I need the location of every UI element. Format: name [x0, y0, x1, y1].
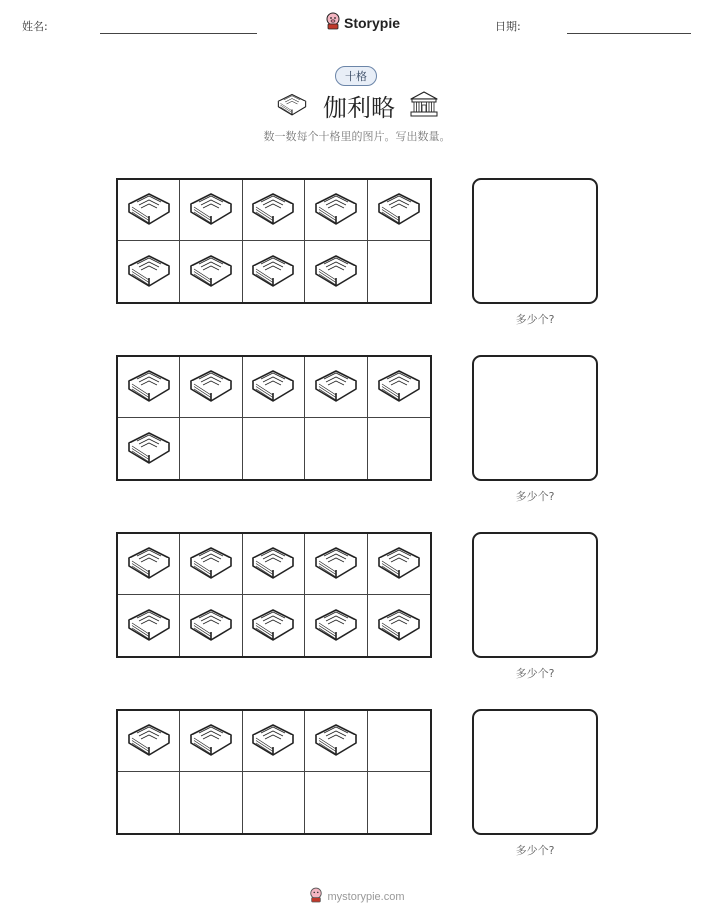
- ten-frame-cell: [243, 241, 305, 302]
- ten-frame: [116, 178, 432, 304]
- building-icon: [409, 90, 439, 122]
- book-icon: [249, 602, 297, 650]
- ten-frame-cell: [118, 180, 180, 241]
- ten-frame: [116, 709, 432, 835]
- book-icon: [312, 248, 360, 296]
- book-icon: [375, 540, 423, 588]
- ten-frame-cell: [118, 357, 180, 418]
- book-icon: [187, 717, 235, 765]
- ten-frame-cell: [368, 180, 430, 241]
- book-icon: [249, 186, 297, 234]
- book-icon: [125, 717, 173, 765]
- book-icon: [187, 363, 235, 411]
- ten-frame-cell: [118, 595, 180, 656]
- ten-frame-cell: [180, 711, 242, 772]
- footer-url[interactable]: mystorypie.com: [327, 891, 405, 903]
- book-icon: [249, 540, 297, 588]
- answer-label: 多少个?: [515, 844, 555, 857]
- ten-frame-cell: [368, 595, 430, 656]
- book-icon: [187, 248, 235, 296]
- book-icon: [312, 602, 360, 650]
- ten-frame-cell: [243, 357, 305, 418]
- ten-frame-cell: [180, 357, 242, 418]
- book-icon: [312, 540, 360, 588]
- name-line[interactable]: [100, 33, 257, 34]
- book-icon: [125, 186, 173, 234]
- book-icon: [125, 602, 173, 650]
- ten-frame-cell: [305, 418, 367, 479]
- ten-frame-cell: [180, 241, 242, 302]
- ten-frame-cell: [243, 711, 305, 772]
- book-icon: [125, 425, 173, 473]
- ten-frame: [116, 532, 432, 658]
- ten-frame-cell: [368, 534, 430, 595]
- ten-frame-cell: [305, 180, 367, 241]
- ten-frame-cell: [180, 534, 242, 595]
- page-title: 伽利略: [323, 94, 395, 122]
- ten-frame-cell: [305, 595, 367, 656]
- answer-box[interactable]: [472, 355, 598, 481]
- answer-box[interactable]: [472, 709, 598, 835]
- worksheet-type-badge: 十格: [335, 66, 377, 86]
- book-icon: [249, 717, 297, 765]
- book-icon: [187, 186, 235, 234]
- date-line[interactable]: [567, 33, 691, 34]
- book-icon: [249, 363, 297, 411]
- book-icon: [312, 186, 360, 234]
- book-icon: [375, 363, 423, 411]
- answer-box[interactable]: [472, 532, 598, 658]
- ten-frame-cell: [180, 772, 242, 833]
- instructions: 数一数每个十格里的图片。写出数量。: [263, 130, 451, 143]
- ten-frame-cell: [180, 595, 242, 656]
- date-label: 日期:: [495, 20, 521, 33]
- brand-logo: [325, 12, 400, 34]
- ten-frame-cell: [368, 772, 430, 833]
- ten-frame-cell: [118, 418, 180, 479]
- ten-frame-cell: [118, 534, 180, 595]
- pig-mascot-icon: [325, 12, 341, 34]
- ten-frame-cell: [243, 534, 305, 595]
- book-icon: [375, 186, 423, 234]
- ten-frame: [116, 355, 432, 481]
- ten-frame-cell: [368, 357, 430, 418]
- ten-frame-cell: [368, 241, 430, 302]
- name-label: 姓名:: [22, 20, 48, 33]
- ten-frame-cell: [368, 711, 430, 772]
- ten-frame-cell: [305, 357, 367, 418]
- answer-box[interactable]: [472, 178, 598, 304]
- footer: [0, 887, 714, 907]
- ten-frame-cell: [243, 418, 305, 479]
- ten-frame-cell: [118, 241, 180, 302]
- answer-label: 多少个?: [515, 667, 555, 680]
- ten-frame-cell: [368, 418, 430, 479]
- brand-name: Storypie: [344, 15, 401, 31]
- answer-label: 多少个?: [515, 313, 555, 326]
- ten-frame-cell: [305, 241, 367, 302]
- ten-frame-cell: [305, 772, 367, 833]
- book-icon: [249, 248, 297, 296]
- book-icon: [125, 540, 173, 588]
- book-icon: [187, 602, 235, 650]
- book-icon: [312, 363, 360, 411]
- ten-frame-cell: [118, 711, 180, 772]
- pig-mascot-icon: [309, 887, 323, 907]
- book-icon: [275, 89, 309, 123]
- ten-frame-cell: [180, 418, 242, 479]
- ten-frame-cell: [305, 534, 367, 595]
- ten-frame-cell: [243, 772, 305, 833]
- ten-frame-cell: [118, 772, 180, 833]
- book-icon: [375, 602, 423, 650]
- ten-frame-cell: [180, 180, 242, 241]
- book-icon: [125, 248, 173, 296]
- book-icon: [312, 717, 360, 765]
- book-icon: [125, 363, 173, 411]
- title-row: [0, 88, 714, 123]
- ten-frame-cell: [305, 711, 367, 772]
- answer-label: 多少个?: [515, 490, 555, 503]
- ten-frame-cell: [243, 595, 305, 656]
- ten-frame-cell: [243, 180, 305, 241]
- book-icon: [187, 540, 235, 588]
